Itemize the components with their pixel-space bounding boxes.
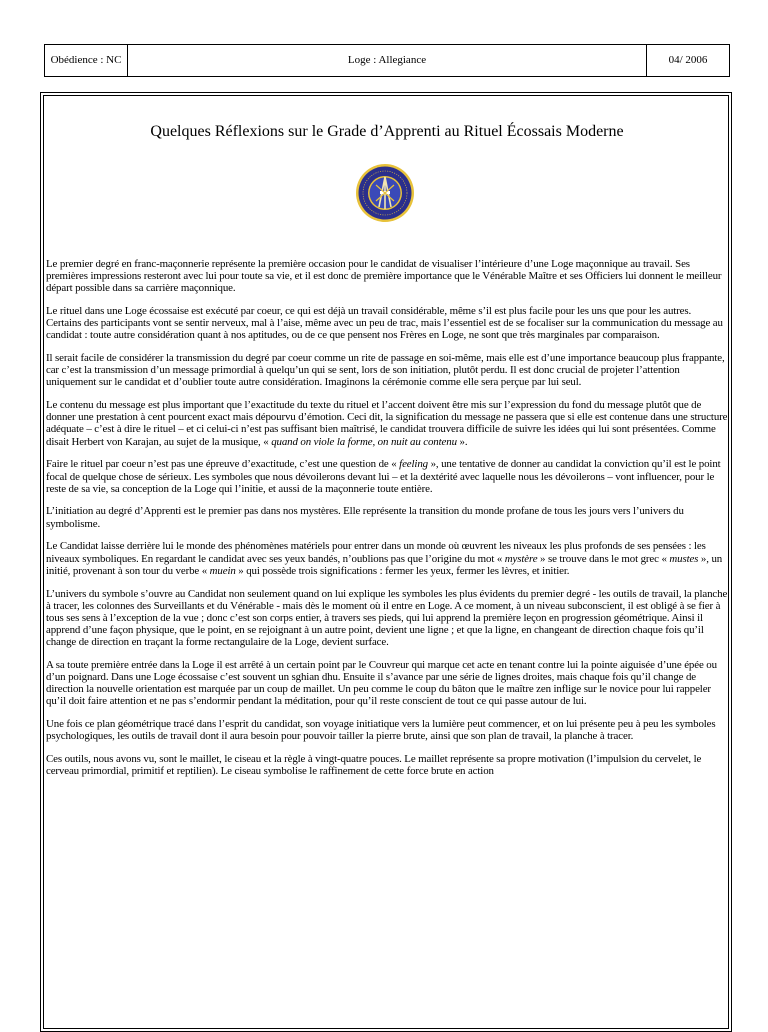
italic-text: mustes: [669, 552, 699, 565]
masonic-seal-icon: [355, 163, 415, 223]
paragraph: [46, 305, 728, 341]
paragraph: [46, 352, 728, 388]
italic-text: quand on viole la forme, on nuit au contenu: [271, 435, 457, 448]
paragraph: [46, 258, 728, 294]
date-cell: 04/ 2006: [647, 45, 730, 77]
text-segment: ».: [456, 435, 468, 448]
text-segment: L’initiation au degré d’Apprenti est le premier pas dans nos mystères. Elle représente la transition du monde profane de tous les jours vers l’univers du symbolisme.: [46, 505, 684, 530]
text-segment: Le contenu du message est plus important que l’exactitude du texte du rituel et l’accent doivent être mis sur l’expression du fond du message plutôt que de donner une prestation à cent pourcent exact mais dépourvu d’émotion. Ceci dit, la signification du message ne passera que si elle est contenue dans une structure adéquate – c’est à dire le rituel – et ci celui-ci n’est pas suffisant bien maîtrisé, le candidat trouvera difficile de suivre les idées qui lui sont présentées. Comme disait Herbert von Karajan, au sujet de la musique, «: [46, 399, 728, 448]
document-body: [46, 258, 728, 788]
loge-cell: Loge : Allegiance: [128, 45, 647, 77]
text-segment: », une tentative de donner au candidat la conviction qu’il est le point focal de quelque chose de sérieux. Les symboles que nous dévoilerons devant lui – et la dextérité avec laquelle nous les dévoilerons – vont influencer, pour le reste de sa vie, sa conception de la Loge qui l’initie, et aussi de la maçonnerie toute entière.: [46, 458, 721, 495]
paragraph: [46, 718, 728, 742]
paragraph: [46, 588, 728, 648]
text-segment: », un initié, provenant à son tour du verbe «: [46, 552, 723, 577]
text-segment: A sa toute première entrée dans la Loge il est arrêté à un certain point par le Couvreur qui marque cet acte en tenant contre lui la pointe aiguisée d’une épée ou d’un poignard. Dans une Loge écossaise c’est souvent un sghian dhu. Ensuite il s’avance par une série de lignes droites, mais chaque fois qu’il change de direction la nouvelle orientation est marquée par un coup de maillet. Un peu comme le coup du bâton que le maître zen inflige sur le novice pour lui rappeler qu’il doit faire attention et ne pas s’endormir pendant la méditation, pour qu’il reste conscient de tout ce qui passe autour de lui.: [46, 658, 717, 708]
header-table: [44, 44, 730, 77]
paragraph: [46, 540, 728, 576]
paragraph: [46, 753, 728, 777]
paragraph: [46, 458, 728, 494]
italic-text: muein: [209, 564, 236, 577]
text-segment: » se trouve dans le mot grec «: [537, 552, 670, 565]
text-segment: Le Candidat laisse derrière lui le monde des phénomènes matériels pour entrer dans un monde où œuvrent les niveaux les plus profonds de ses pensées : les niveaux symboliques. En regardant le candidat avec ses yeux bandés, n’oublions pas que l’origine du mot «: [46, 540, 706, 565]
paragraph: [46, 659, 728, 707]
text-segment: Le rituel dans une Loge écossaise est exécuté par coeur, ce qui est déjà un travail considérable, même s’il est plus facile pour les uns que pour les autres. Certains des participants vont se sentir nerveux, mal à l’aise, même avec un peu de trac, mais l’essentiel est de se focaliser sur la communication du message au candidat : toute autre considération quant à nos aptitudes, ou de ce que pensent nos Frères en Loge, ne sont que très marginales par comparaison.: [46, 305, 723, 342]
document-title: Quelques Réflexions sur le Grade d’Apprenti au Rituel Écossais Moderne: [150, 123, 624, 140]
text-segment: L’univers du symbole s’ouvre au Candidat non seulement quand on lui explique les symboles les plus évidents du premier degré - les outils de travail, la planche à tracer, les colonnes des Surveillants et du Vénérable - mais dès le moment où il entre en Loge. A ce moment, à un niveau subconscient, il est obligé à se fier à tous ses sens à l’exception de la vue ; donc c’est son corps entier, à travers ses pieds, qui lui apprend la première leçon en progression géométrique. Ainsi il apprend d’une façon physique, que le point, en se rejoignant à un autre point, devient une ligne ; et que la ligne, en changeant de direction chaque fois qu’il change de direction en traçant la forme rectangulaire de la Loge, devient surface.: [46, 587, 728, 648]
text-segment: Une fois ce plan géométrique tracé dans l’esprit du candidat, son voyage initiatique vers la lumière peut commencer, et on lui présente peu à peu les symboles psychologiques, les outils de travail dont il aura besoin pour pouvoir tailler la pierre brute, ainsi que son plan de travail, la planche à tracer.: [46, 717, 716, 743]
obedience-cell: Obédience : NC: [45, 45, 128, 77]
text-segment: Le premier degré en franc-maçonnerie représente la première occasion pour le candidat de visualiser l’intérieure d’une Loge maçonnique au travail. Ses premières impressions resteront avec lui pour toute sa vie, et il est donc de première importance que le Vénérable Maître et ses Officiers lui donnent le meilleur départ possible dans sa carrière maçonnique.: [46, 258, 722, 295]
paragraph: [46, 505, 728, 529]
italic-text: mystère: [504, 552, 538, 565]
paragraph: [46, 399, 728, 447]
text-segment: Faire le rituel par coeur n’est pas une épreuve d’exactitude, c’est une question de «: [46, 458, 400, 471]
italic-text: feeling: [399, 458, 428, 471]
text-segment: Ces outils, nous avons vu, sont le maillet, le ciseau et la règle à vingt-quatre pouces. Le maillet représente sa propre motivation (l’impulsion du cervelet, le cerveau primordial, primitif et reptilien). Le ciseau symbolise le raffinement de cette force brute en action: [46, 752, 702, 778]
text-segment: Il serait facile de considérer la transmission du degré par coeur comme un rite de passage en soi-même, mais elle est d’une importance beaucoup plus frappante, car c’est la transmission d’un message primordial à quelqu’un qui se sent, lors de son initiation, plutôt perdu. Il est donc crucial de projeter l’attention uniquement sur le candidat et d’oublier toute autre considération. Imaginons la cérémonie comme elle sera perçue par lui seul.: [46, 352, 725, 389]
text-segment: » qui possède trois significations : fermer les yeux, fermer les lèvres, et initier.: [235, 564, 570, 577]
